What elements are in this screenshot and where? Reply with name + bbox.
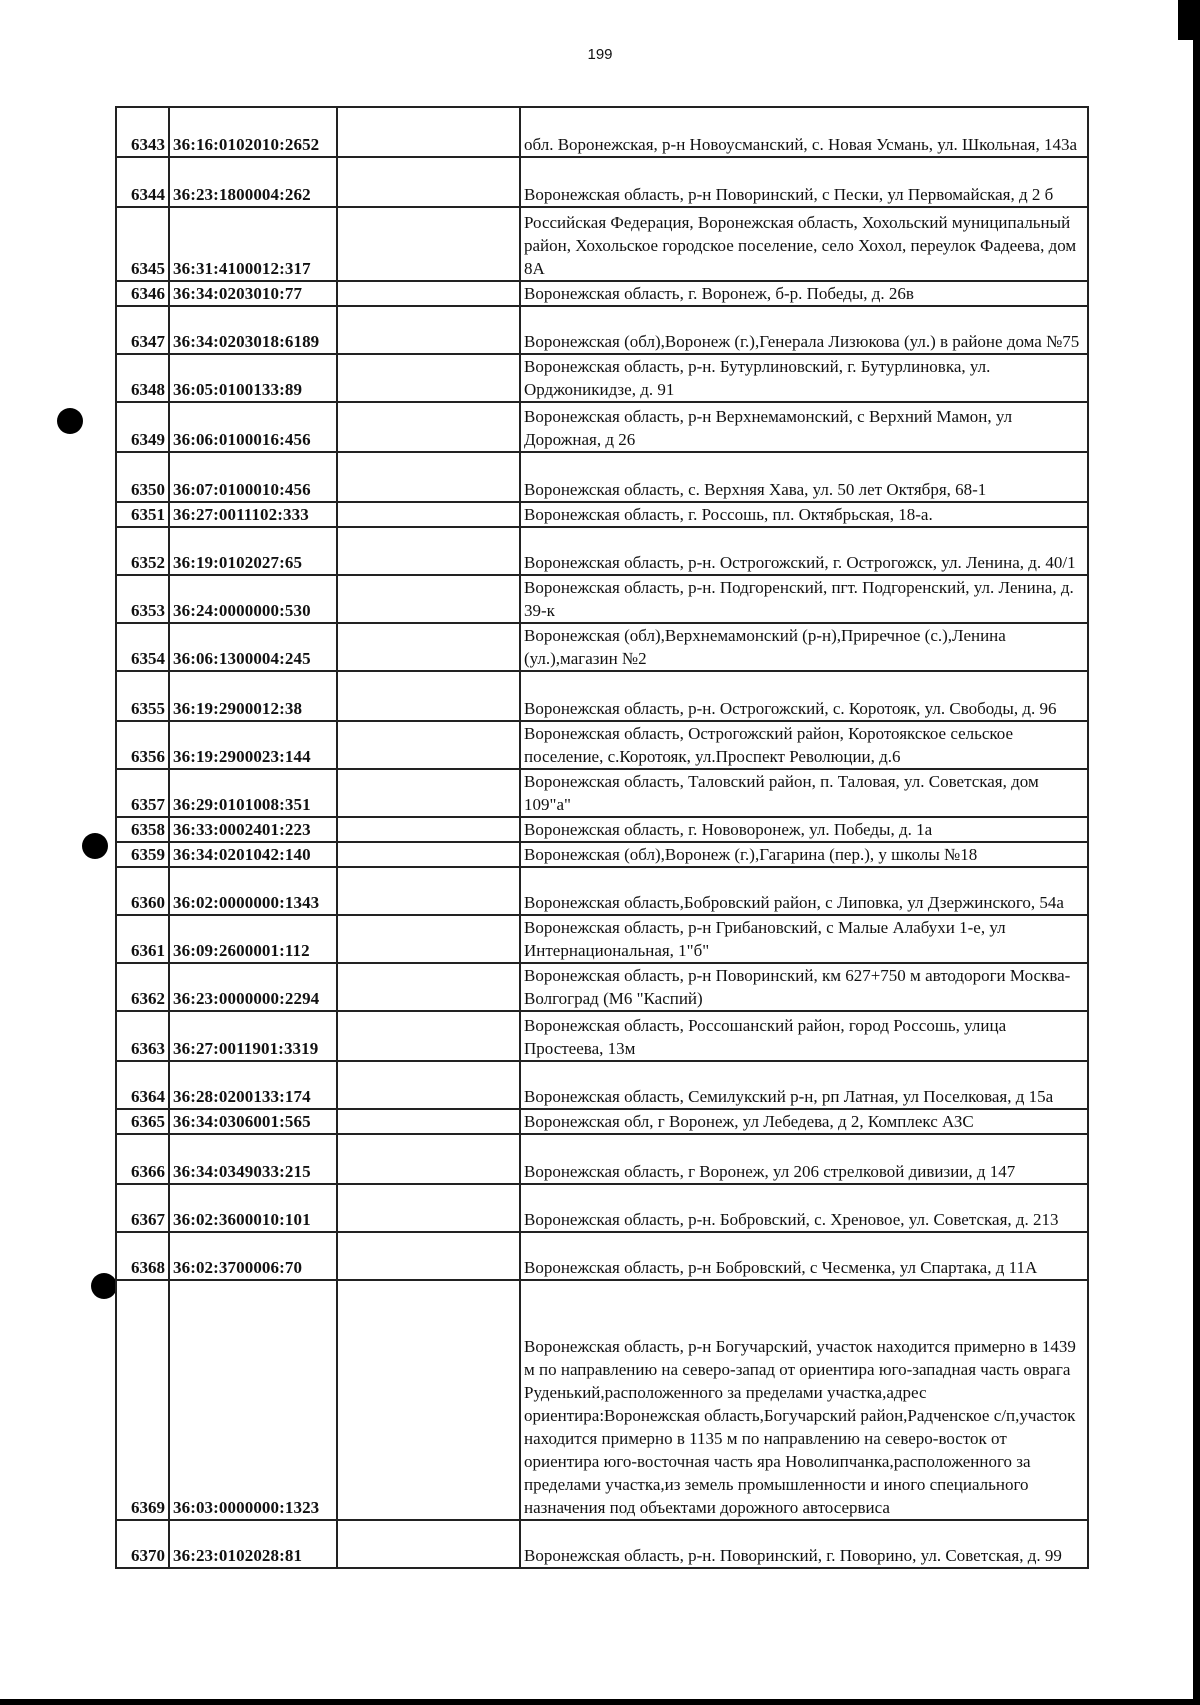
punch-hole-top <box>57 408 83 434</box>
table-row <box>116 281 1088 306</box>
address-cell: Российская Федерация, Воронежская область, Хохольский муниципальный район, Хохольское городское поселение, село Хохол, переулок Фадеева, дом 8А <box>520 207 1088 281</box>
table-row <box>116 963 1088 1011</box>
table-row <box>116 721 1088 769</box>
table-row <box>116 671 1088 721</box>
scan-edge-bottom <box>0 1699 1200 1705</box>
address-cell: Воронежская область, р-н Грибановский, с Малые Алабухи 1-е, ул Интернациональная, 1"б" <box>520 915 1088 963</box>
row-number: 6350 <box>116 452 169 502</box>
row-number: 6368 <box>116 1232 169 1280</box>
empty-cell <box>337 1134 520 1184</box>
address-cell: Воронежская (обл),Верхнемамонский (р-н),Приречное (с.),Ленина (ул.),магазин №2 <box>520 623 1088 671</box>
address-cell: Воронежская область, г. Россошь, пл. Октябрьская, 18-а. <box>520 502 1088 527</box>
row-number: 6351 <box>116 502 169 527</box>
cadastral-number: 36:33:0002401:223 <box>169 817 337 842</box>
row-number: 6352 <box>116 527 169 575</box>
empty-cell <box>337 402 520 452</box>
cadastral-number: 36:34:0201042:140 <box>169 842 337 867</box>
table-row <box>116 157 1088 207</box>
cadastral-number: 36:02:3700006:70 <box>169 1232 337 1280</box>
empty-cell <box>337 1011 520 1061</box>
empty-cell <box>337 915 520 963</box>
address-cell: Воронежская (обл),Воронеж (г.),Гагарина (пер.), у школы №18 <box>520 842 1088 867</box>
table-row <box>116 1061 1088 1109</box>
address-cell: Воронежская область, с. Верхняя Хава, ул. 50 лет Октября, 68-1 <box>520 452 1088 502</box>
empty-cell <box>337 306 520 354</box>
cadastral-number: 36:02:3600010:101 <box>169 1184 337 1232</box>
table-row <box>116 1011 1088 1061</box>
empty-cell <box>337 157 520 207</box>
page-number: 199 <box>587 46 613 63</box>
row-number: 6362 <box>116 963 169 1011</box>
cadastral-number: 36:34:0203018:6189 <box>169 306 337 354</box>
cadastral-number: 36:27:0011102:333 <box>169 502 337 527</box>
cadastral-number: 36:19:0102027:65 <box>169 527 337 575</box>
address-cell: Воронежская область, г. Воронеж, б-р. Победы, д. 26в <box>520 281 1088 306</box>
registry-table-body <box>116 107 1088 1568</box>
row-number: 6361 <box>116 915 169 963</box>
table-row <box>116 1109 1088 1134</box>
row-number: 6358 <box>116 817 169 842</box>
cadastral-number: 36:23:1800004:262 <box>169 157 337 207</box>
table-row <box>116 306 1088 354</box>
address-cell: Воронежская область, р-н. Бобровский, с. Хреновое, ул. Советская, д. 213 <box>520 1184 1088 1232</box>
address-cell: Воронежская область, г Воронеж, ул 206 стрелковой дивизии, д 147 <box>520 1134 1088 1184</box>
empty-cell <box>337 671 520 721</box>
row-number: 6348 <box>116 354 169 402</box>
cadastral-number: 36:06:1300004:245 <box>169 623 337 671</box>
address-cell: Воронежская область, р-н. Острогожский, г. Острогожск, ул. Ленина, д. 40/1 <box>520 527 1088 575</box>
empty-cell <box>337 452 520 502</box>
row-number: 6354 <box>116 623 169 671</box>
cadastral-number: 36:09:2600001:112 <box>169 915 337 963</box>
address-cell: Воронежская область, Острогожский район, Коротоякское сельское поселение, с.Коротояк, ул.Проспект Революции, д.6 <box>520 721 1088 769</box>
table-row <box>116 452 1088 502</box>
punch-hole-middle <box>82 833 108 859</box>
cadastral-number: 36:05:0100133:89 <box>169 354 337 402</box>
cadastral-number: 36:07:0100010:456 <box>169 452 337 502</box>
cadastral-number: 36:23:0000000:2294 <box>169 963 337 1011</box>
address-cell: Воронежская область,Бобровский район, с Липовка, ул Дзержинского, 54а <box>520 867 1088 915</box>
empty-cell <box>337 867 520 915</box>
table-row <box>116 867 1088 915</box>
row-number: 6369 <box>116 1280 169 1520</box>
row-number: 6370 <box>116 1520 169 1568</box>
empty-cell <box>337 1061 520 1109</box>
table-row <box>116 842 1088 867</box>
empty-cell <box>337 1232 520 1280</box>
cadastral-number: 36:24:0000000:530 <box>169 575 337 623</box>
empty-cell <box>337 1520 520 1568</box>
row-number: 6359 <box>116 842 169 867</box>
empty-cell <box>337 963 520 1011</box>
cadastral-number: 36:03:0000000:1323 <box>169 1280 337 1520</box>
row-number: 6356 <box>116 721 169 769</box>
table-row <box>116 817 1088 842</box>
address-cell: Воронежская область, р-н Богучарский, участок находится примерно в 1439 м по направлению на северо-запад от ориентира юго-западная часть оврага Руденький,расположенного за пределами участка,адрес ориентира:Воронежская область,Богучарский район,Радченское с/п,участок находится примерно в 1135 м по направлению на северо-восток от ориентира юго-восточная часть яра Новолипчанка,расположенного за пределами участка,из земель промышленности и иного специального назначения под объектами дорожного автосервиса <box>520 1280 1088 1520</box>
row-number: 6345 <box>116 207 169 281</box>
table-row <box>116 354 1088 402</box>
table-row <box>116 107 1088 157</box>
address-cell: Воронежская область, Семилукский р-н, рп Латная, ул Поселковая, д 15а <box>520 1061 1088 1109</box>
row-number: 6363 <box>116 1011 169 1061</box>
row-number: 6355 <box>116 671 169 721</box>
address-cell: Воронежская область, Россошанский район, город Россошь, улица Простеева, 13м <box>520 1011 1088 1061</box>
empty-cell <box>337 769 520 817</box>
empty-cell <box>337 1184 520 1232</box>
cadastral-number: 36:06:0100016:456 <box>169 402 337 452</box>
cadastral-number: 36:19:2900012:38 <box>169 671 337 721</box>
address-cell: Воронежская область, г. Нововоронеж, ул. Победы, д. 1а <box>520 817 1088 842</box>
cadastral-number: 36:34:0306001:565 <box>169 1109 337 1134</box>
cadastral-number: 36:34:0349033:215 <box>169 1134 337 1184</box>
cadastral-number: 36:23:0102028:81 <box>169 1520 337 1568</box>
empty-cell <box>337 721 520 769</box>
punch-hole-bottom <box>91 1273 117 1299</box>
row-number: 6366 <box>116 1134 169 1184</box>
table-row <box>116 575 1088 623</box>
address-cell: Воронежская область, р-н. Подгоренский, пгт. Подгоренский, ул. Ленина, д. 39-к <box>520 575 1088 623</box>
table-row <box>116 402 1088 452</box>
cadastral-number: 36:02:0000000:1343 <box>169 867 337 915</box>
table-row <box>116 502 1088 527</box>
empty-cell <box>337 107 520 157</box>
cadastral-number: 36:28:0200133:174 <box>169 1061 337 1109</box>
address-cell: Воронежская область, р-н. Поворинский, г. Поворино, ул. Советская, д. 99 <box>520 1520 1088 1568</box>
table-row <box>116 1232 1088 1280</box>
row-number: 6367 <box>116 1184 169 1232</box>
row-number: 6344 <box>116 157 169 207</box>
row-number: 6343 <box>116 107 169 157</box>
registry-table <box>115 106 1089 1569</box>
table-row <box>116 207 1088 281</box>
empty-cell <box>337 817 520 842</box>
address-cell: Воронежская область, р-н. Бутурлиновский, г. Бутурлиновка, ул. Орджоникидзе, д. 91 <box>520 354 1088 402</box>
empty-cell <box>337 527 520 575</box>
row-number: 6357 <box>116 769 169 817</box>
row-number: 6353 <box>116 575 169 623</box>
address-cell: Воронежская область, р-н Поворинский, с Пески, ул Первомайская, д 2 б <box>520 157 1088 207</box>
empty-cell <box>337 207 520 281</box>
row-number: 6364 <box>116 1061 169 1109</box>
row-number: 6365 <box>116 1109 169 1134</box>
table-row <box>116 527 1088 575</box>
table-row <box>116 1280 1088 1520</box>
table-row <box>116 1520 1088 1568</box>
empty-cell <box>337 575 520 623</box>
scan-corner-mark <box>1178 0 1200 40</box>
address-cell: Воронежская область, р-н Верхнемамонский, с Верхний Мамон, ул Дорожная, д 26 <box>520 402 1088 452</box>
scan-edge-right <box>1193 0 1200 1705</box>
empty-cell <box>337 623 520 671</box>
address-cell: Воронежская область, р-н Поворинский, км 627+750 м автодороги Москва-Волгоград (М6 "Каспий) <box>520 963 1088 1011</box>
table-row <box>116 769 1088 817</box>
table-row <box>116 915 1088 963</box>
empty-cell <box>337 1109 520 1134</box>
cadastral-number: 36:34:0203010:77 <box>169 281 337 306</box>
address-cell: обл. Воронежская, р-н Новоусманский, с. Новая Усмань, ул. Школьная, 143а <box>520 107 1088 157</box>
empty-cell <box>337 1280 520 1520</box>
address-cell: Воронежская область, р-н Бобровский, с Чесменка, ул Спартака, д 11А <box>520 1232 1088 1280</box>
cadastral-number: 36:16:0102010:2652 <box>169 107 337 157</box>
cadastral-number: 36:31:4100012:317 <box>169 207 337 281</box>
empty-cell <box>337 281 520 306</box>
empty-cell <box>337 354 520 402</box>
address-cell: Воронежская (обл),Воронеж (г.),Генерала Лизюкова (ул.) в районе дома №75 <box>520 306 1088 354</box>
row-number: 6346 <box>116 281 169 306</box>
empty-cell <box>337 502 520 527</box>
row-number: 6360 <box>116 867 169 915</box>
row-number: 6349 <box>116 402 169 452</box>
cadastral-number: 36:27:0011901:3319 <box>169 1011 337 1061</box>
cadastral-number: 36:19:2900023:144 <box>169 721 337 769</box>
table-row <box>116 1184 1088 1232</box>
cadastral-number: 36:29:0101008:351 <box>169 769 337 817</box>
address-cell: Воронежская обл, г Воронеж, ул Лебедева, д 2, Комплекс АЗС <box>520 1109 1088 1134</box>
address-cell: Воронежская область, р-н. Острогожский, с. Коротояк, ул. Свободы, д. 96 <box>520 671 1088 721</box>
table-row <box>116 1134 1088 1184</box>
row-number: 6347 <box>116 306 169 354</box>
address-cell: Воронежская область, Таловский район, п. Таловая, ул. Советская, дом 109"а" <box>520 769 1088 817</box>
table-row <box>116 623 1088 671</box>
empty-cell <box>337 842 520 867</box>
